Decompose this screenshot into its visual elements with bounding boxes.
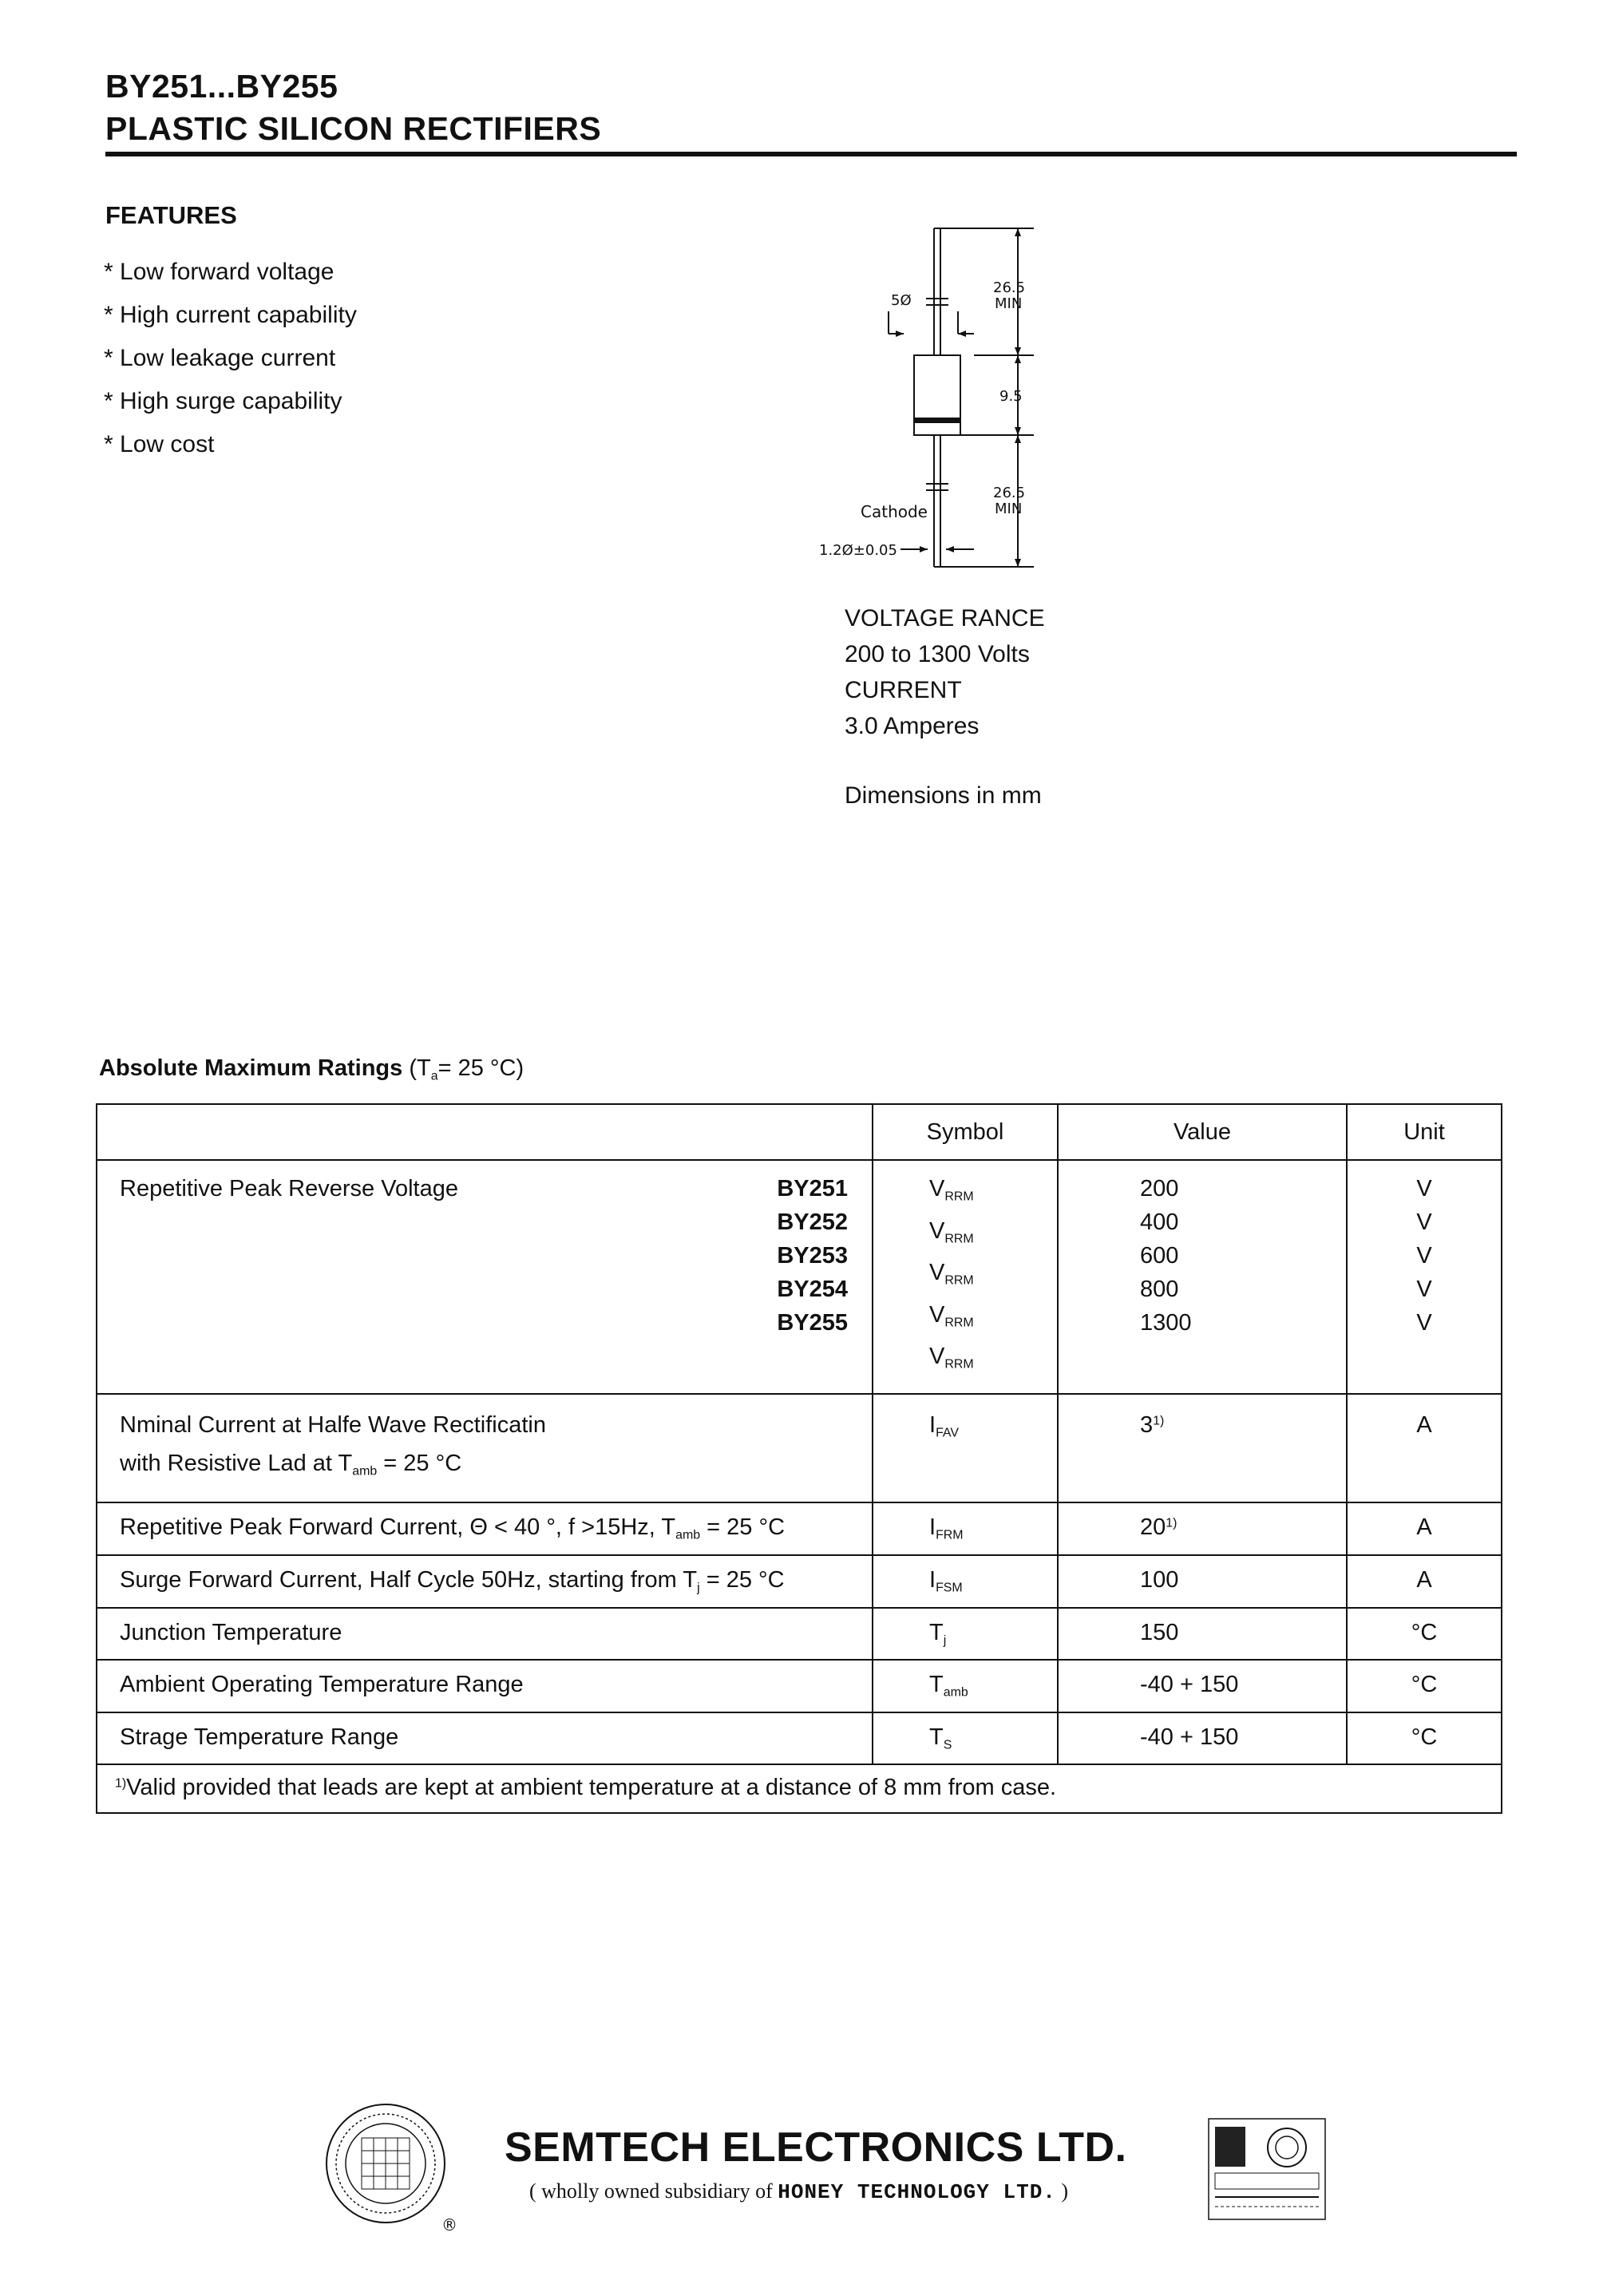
ratings-condition-pre: (T <box>409 1055 431 1081</box>
value-ifrm: 20$^{1)}$ <box>1058 1502 1347 1555</box>
subsidiary-close: ) <box>1061 2179 1069 2203</box>
value-text: 200 <box>1140 1176 1179 1201</box>
param-tamb: Ambient Operating Temperature Range <box>97 1660 873 1712</box>
value-ifsm: 100 <box>1058 1555 1347 1608</box>
table-header-row <box>97 1104 1502 1160</box>
param-label: with Resistive Lad at $T_{amb} = 25$ °C <box>120 1450 462 1479</box>
value-ifav: 3$^{1)}$ <box>1058 1394 1347 1503</box>
value-text: 400 <box>1140 1209 1179 1235</box>
param-vrrm <box>97 1160 873 1394</box>
dimensions-note: Dimensions in mm <box>845 782 1042 809</box>
symbol-ifsm: $I_{FSM}$ <box>873 1555 1058 1608</box>
value-vrrm <box>1058 1160 1347 1394</box>
cathode-label: Cathode <box>861 502 928 521</box>
company-name: SEMTECH ELECTRONICS LTD. <box>505 2124 1127 2171</box>
title-underline <box>105 152 1517 156</box>
semtech-logo <box>323 2101 455 2233</box>
unit-text: V <box>1416 1176 1432 1201</box>
header-unit: Unit <box>1347 1104 1502 1160</box>
dim-lead-bottom: 26.5 <box>993 485 1026 501</box>
feature-item: * High current capability <box>104 302 357 328</box>
value-text: 600 <box>1140 1243 1179 1269</box>
table-row <box>97 1502 1502 1555</box>
dim-body-diameter: 5Ø <box>891 292 912 309</box>
unit-text: V <box>1416 1277 1432 1302</box>
specs-summary <box>845 600 1045 744</box>
symbol-tamb: $T_{amb}$ <box>873 1660 1058 1712</box>
unit-text: V <box>1416 1310 1432 1336</box>
unit-text: V <box>1416 1243 1432 1269</box>
ratings-heading-title: Absolute Maximum Ratings <box>99 1055 403 1081</box>
symbol-tj: $T_j$ <box>873 1608 1058 1661</box>
model-name: BY252 <box>777 1209 848 1235</box>
ratings-heading <box>99 1055 524 1084</box>
feature-item: * Low cost <box>104 431 215 457</box>
title-product-name: PLASTIC SILICON RECTIFIERS <box>105 110 602 147</box>
ratings-condition-post: = 25 °C) <box>437 1055 524 1081</box>
value-tamb: -40 + 150 <box>1058 1660 1347 1712</box>
table-row <box>97 1608 1502 1661</box>
value-text: 1300 <box>1140 1310 1192 1336</box>
symbol-text: $V_{RRM}$ <box>929 1260 974 1288</box>
features-list <box>104 251 357 466</box>
table-footnote: $^{1)}$Valid provided that leads are kept at ambient temperature at a distance of 8 mm from case. <box>97 1764 1502 1813</box>
unit-vrrm <box>1347 1160 1502 1394</box>
features-heading: FEATURES <box>105 201 237 229</box>
symbol-text: $V_{RRM}$ <box>929 1217 974 1246</box>
symbol-ifrm: $I_{FRM}$ <box>873 1502 1058 1555</box>
table-row <box>97 1160 1502 1394</box>
param-label: Nminal Current at Halfe Wave Rectificatin <box>120 1411 546 1438</box>
unit-ifav: A <box>1347 1394 1502 1503</box>
current-value: 3.0 Amperes <box>845 713 980 739</box>
param-ts: Strage Temperature Range <box>97 1712 873 1765</box>
dim-lead-diameter: 1.2Ø±0.05 <box>819 542 897 559</box>
value-tj: 150 <box>1058 1608 1347 1661</box>
unit-ifrm: A <box>1347 1502 1502 1555</box>
unit-ts: °C <box>1347 1712 1502 1765</box>
absolute-maximum-ratings-table <box>96 1103 1502 1814</box>
param-ifrm: Repetitive Peak Forward Current, Θ < 40 °, f >15Hz, $T_{amb} = 25$ °C <box>97 1502 873 1555</box>
voltage-range-value: 200 to 1300 Volts <box>845 641 1030 667</box>
unit-ifsm: A <box>1347 1555 1502 1608</box>
value-ts: -40 + 150 <box>1058 1712 1347 1765</box>
symbol-text: $V_{RRM}$ <box>929 1344 974 1372</box>
dim-lead-top-min: MIN <box>995 295 1023 312</box>
symbol-text: $V_{RRM}$ <box>929 1176 974 1204</box>
model-name: BY251 <box>777 1176 848 1201</box>
table-row <box>97 1555 1502 1608</box>
header-parameter <box>97 1104 873 1160</box>
subsidiary-open: ( wholly owned subsidiary of <box>529 2179 773 2203</box>
header-value: Value <box>1058 1104 1347 1160</box>
table-row <box>97 1394 1502 1503</box>
unit-tj: °C <box>1347 1608 1502 1661</box>
param-label: Repetitive Peak Reverse Voltage <box>120 1176 458 1201</box>
param-ifsm: Surge Forward Current, Half Cycle 50Hz, starting from $T_j = 25$ °C <box>97 1555 873 1608</box>
unit-text: V <box>1416 1209 1432 1235</box>
dim-lead-top: 26.5 <box>993 279 1026 296</box>
model-name: BY255 <box>777 1310 848 1336</box>
feature-item: * Low forward voltage <box>104 259 334 285</box>
iso-certification-seal <box>1207 2117 1327 2221</box>
model-name: BY254 <box>777 1277 848 1302</box>
param-tj: Junction Temperature <box>97 1608 873 1661</box>
symbol-vrrm <box>873 1160 1058 1394</box>
param-ifav <box>97 1394 873 1503</box>
dim-body-length: 9.5 <box>999 388 1023 405</box>
symbol-ts: $T_S$ <box>873 1712 1058 1765</box>
dim-lead-bottom-min: MIN <box>995 501 1023 517</box>
package-outline-diagram <box>814 216 1070 583</box>
table-row <box>97 1712 1502 1765</box>
symbol-text: $V_{RRM}$ <box>929 1301 974 1330</box>
feature-item: * Low leakage current <box>104 345 336 371</box>
header-symbol: Symbol <box>873 1104 1058 1160</box>
model-list <box>777 1172 848 1340</box>
ratings-condition-sub: a <box>430 1069 438 1083</box>
subsidiary-line <box>529 2179 1068 2204</box>
title-part-numbers: BY251...BY255 <box>105 68 338 105</box>
table-footnote-row <box>97 1764 1502 1813</box>
value-text: 800 <box>1140 1277 1179 1302</box>
current-label: CURRENT <box>845 677 962 703</box>
parent-company-name: HONEY TECHNOLOGY LTD. <box>778 2180 1056 2204</box>
model-name: BY253 <box>777 1243 848 1269</box>
feature-item: * High surge capability <box>104 388 342 414</box>
registered-mark: ® <box>441 2215 457 2235</box>
ratings-condition <box>409 1055 524 1081</box>
table-row <box>97 1660 1502 1712</box>
unit-tamb: °C <box>1347 1660 1502 1712</box>
voltage-range-label: VOLTAGE RANCE <box>845 605 1045 631</box>
symbol-ifav: $I_{FAV}$ <box>873 1394 1058 1503</box>
